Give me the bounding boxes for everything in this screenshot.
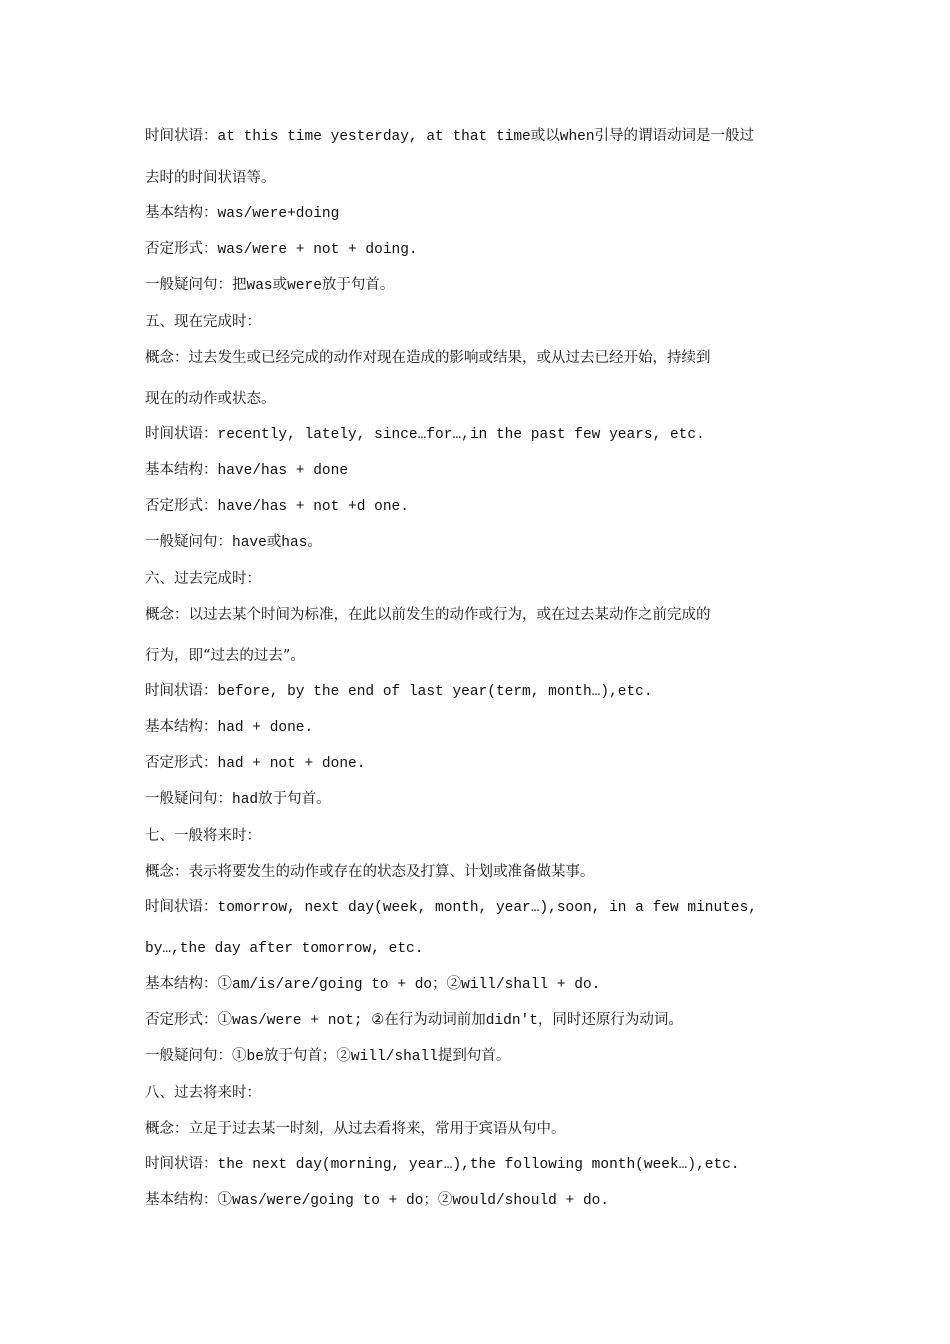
paragraph-line: 概念：以过去某个时间为标准，在此以前发生的动作或行为，或在过去某动作之前完成的	[145, 607, 711, 623]
section-heading: 五、现在完成时：	[145, 314, 261, 330]
paragraph-line: by…,the day after tomorrow, etc.	[145, 941, 424, 957]
section-heading: 六、过去完成时：	[145, 571, 261, 587]
paragraph-line: 一般疑问句：have或has。	[145, 535, 322, 551]
paragraph-line: 否定形式：①was/were + not; ②在行为动词前加didn't，同时还原行为动词。	[145, 1013, 683, 1029]
paragraph-line: 概念：表示将要发生的动作或存在的状态及打算、计划或准备做某事。	[145, 864, 595, 880]
paragraph-line: 时间状语：the next day(morning, year…),the following month(week…),etc.	[145, 1157, 740, 1173]
paragraph-line: 概念：过去发生或已经完成的动作对现在造成的影响或结果，或从过去已经开始，持续到	[145, 350, 711, 366]
paragraph-line: 现在的动作或状态。	[145, 391, 276, 407]
paragraph-line: 一般疑问句：①be放于句首；②will/shall提到句首。	[145, 1049, 511, 1065]
paragraph-line: 否定形式：had + not + done.	[145, 756, 366, 772]
paragraph-line: 时间状语：before, by the end of last year(term, month…),etc.	[145, 684, 653, 700]
section-heading: 八、过去将来时：	[145, 1085, 261, 1101]
paragraph-line: 基本结构：was/were+doing	[145, 206, 340, 222]
paragraph-line: 去时的时间状语等。	[145, 170, 276, 186]
paragraph-line: 时间状语：at this time yesterday, at that time或以when引导的谓语动词是一般过	[145, 129, 755, 145]
section-heading: 七、一般将来时：	[145, 828, 261, 844]
paragraph-line: 基本结构：①am/is/are/going to + do；②will/shall + do.	[145, 977, 601, 993]
paragraph-line: 否定形式：was/were + not + doing.	[145, 242, 418, 258]
paragraph-line: 基本结构：have/has + done	[145, 463, 349, 479]
paragraph-line: 概念：立足于过去某一时刻，从过去看将来，常用于宾语从句中。	[145, 1121, 566, 1137]
paragraph-line: 基本结构：①was/were/going to + do；②would/should + do.	[145, 1193, 610, 1209]
paragraph-line: 行为，即“过去的过去”。	[145, 648, 305, 664]
paragraph-line: 基本结构：had + done.	[145, 720, 314, 736]
paragraph-line: 一般疑问句：把was或were放于句首。	[145, 278, 395, 294]
paragraph-line: 否定形式：have/has + not +d one.	[145, 499, 409, 515]
paragraph-line: 时间状语：recently, lately, since…for…,in the past few years, etc.	[145, 427, 705, 443]
paragraph-line: 一般疑问句：had放于句首。	[145, 792, 331, 808]
paragraph-line: 时间状语：tomorrow, next day(week, month, year…),soon, in a few minutes,	[145, 900, 757, 916]
